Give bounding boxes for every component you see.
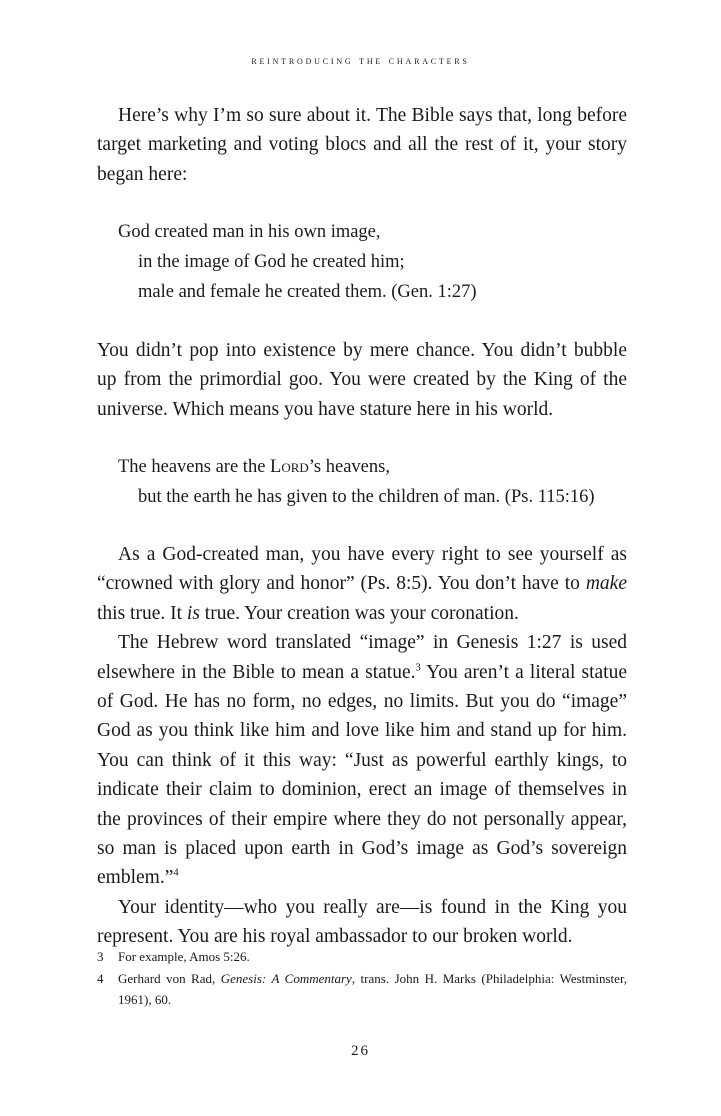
paragraph-2: You didn’t pop into existence by mere chance. You didn’t bubble up from the primordial goo. You were created by the King of the universe. Which means you have stature here in his world. (97, 340, 627, 420)
scripture-quote-psalm (118, 452, 638, 512)
body-paragraphs (97, 540, 627, 952)
page-number: 26 (351, 1043, 370, 1059)
footnote-ref[interactable]: 3 (415, 662, 421, 674)
footnote-number: 4 (97, 970, 104, 986)
paragraph-4: The Hebrew word translated “image” in Genesis 1:27 is used elsewhere in the Bible to mean a statue.$^3$ You aren’t a literal statue of God. He has no form, no edges, no limits. But you do “image” God as you think like him and love like him and stand up for him. You can think of it this way: “Just as powerful earthly kings, to indicate their claim to dominion, erect an image of themselves in the provinces of their empire where they do not personally appear, so man is placed upon earth in God’s image as God’s sovereign emblem.”$^4$ (97, 632, 627, 889)
footnote-number: 3 (97, 949, 104, 964)
verse-line: male and female he created them. (Gen. 1:27) (138, 282, 477, 302)
verse-line: The heavens are the Lord’s heavens, (118, 457, 390, 477)
paragraph-5: Your identity—who you really are—is found in the King you represent. You are his royal ambassador to our broken world. (97, 896, 627, 948)
verse-line: but the earth he has given to the children of man. (Ps. 115:16) (138, 487, 595, 507)
footnote: 4 Gerhard von Rad, Genesis: A Commentary, trans. John H. Marks (Philadelphia: Westminster, 1961), 60. (97, 968, 627, 1011)
verse-line: God created man in his own image, (118, 222, 381, 242)
paragraph-1: Here’s why I’m so sure about it. The Bible says that, long before target marketing and voting blocs and all the rest of it, your story began here: (97, 105, 627, 185)
footnote-ref[interactable]: 4 (173, 867, 179, 879)
footnotes (97, 946, 627, 1011)
footnote: 3 For example, Amos 5:26. (97, 946, 627, 968)
scripture-quote-genesis (118, 217, 638, 307)
paragraph-3: As a God-created man, you have every right to see yourself as “crowned with glory and honor” (Ps. 8:5). You don’t have to make this true. It is true. Your creation was your coronation. (97, 544, 627, 624)
verse-line: in the image of God he created him; (138, 252, 405, 272)
running-head: reintroducing the characters (251, 55, 470, 67)
